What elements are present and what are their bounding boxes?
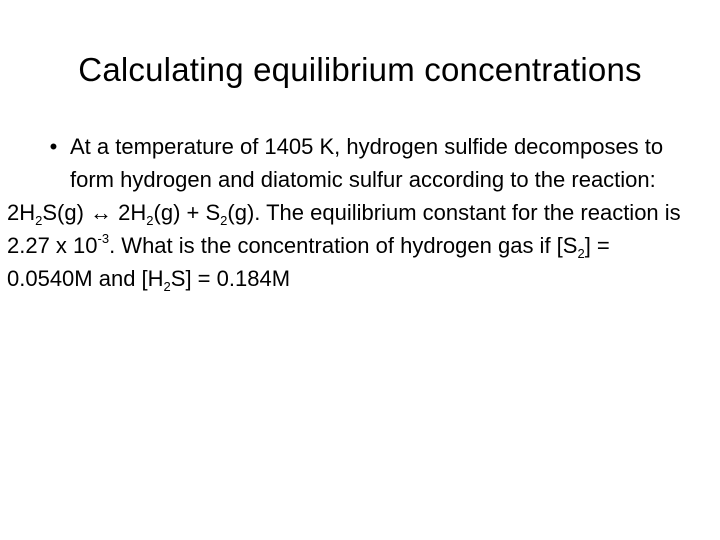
reactant-rest: S(g) [42,200,91,225]
product1-rest: (g) + S [153,200,221,225]
product1-coef: 2H [112,200,147,225]
slide-body [7,130,697,295]
product2-subscript: 2 [220,213,228,228]
reactant-subscript: 2 [35,213,43,228]
s2-subscript: 2 [577,246,585,261]
bullet-marker: • [49,134,58,159]
h2s-value: S] = 0.184M [170,266,291,291]
question-start: . What is the concentration of hydrogen gas if [S [109,233,578,258]
s2-value: ] = 0.0540M and [H [7,233,610,291]
bullet-text: At a temperature of 1405 K, hydrogen sulfide decomposes to form hydrogen and diatomic sulfur according to the reaction: [70,134,664,192]
product1-subscript: 2 [146,213,154,228]
h2s-subscript: 2 [163,279,171,294]
bullet-paragraph [37,130,697,196]
reactant-coef: 2H [7,200,36,225]
equilibrium-arrow-icon: ↔ [90,200,113,225]
product2-rest: (g). The equilibrium constant for the reaction is 2.27 x 10 [7,200,681,258]
problem-paragraph [7,196,697,295]
k-exponent: -3 [97,231,110,246]
slide-title: Calculating equilibrium concentrations [78,51,642,88]
